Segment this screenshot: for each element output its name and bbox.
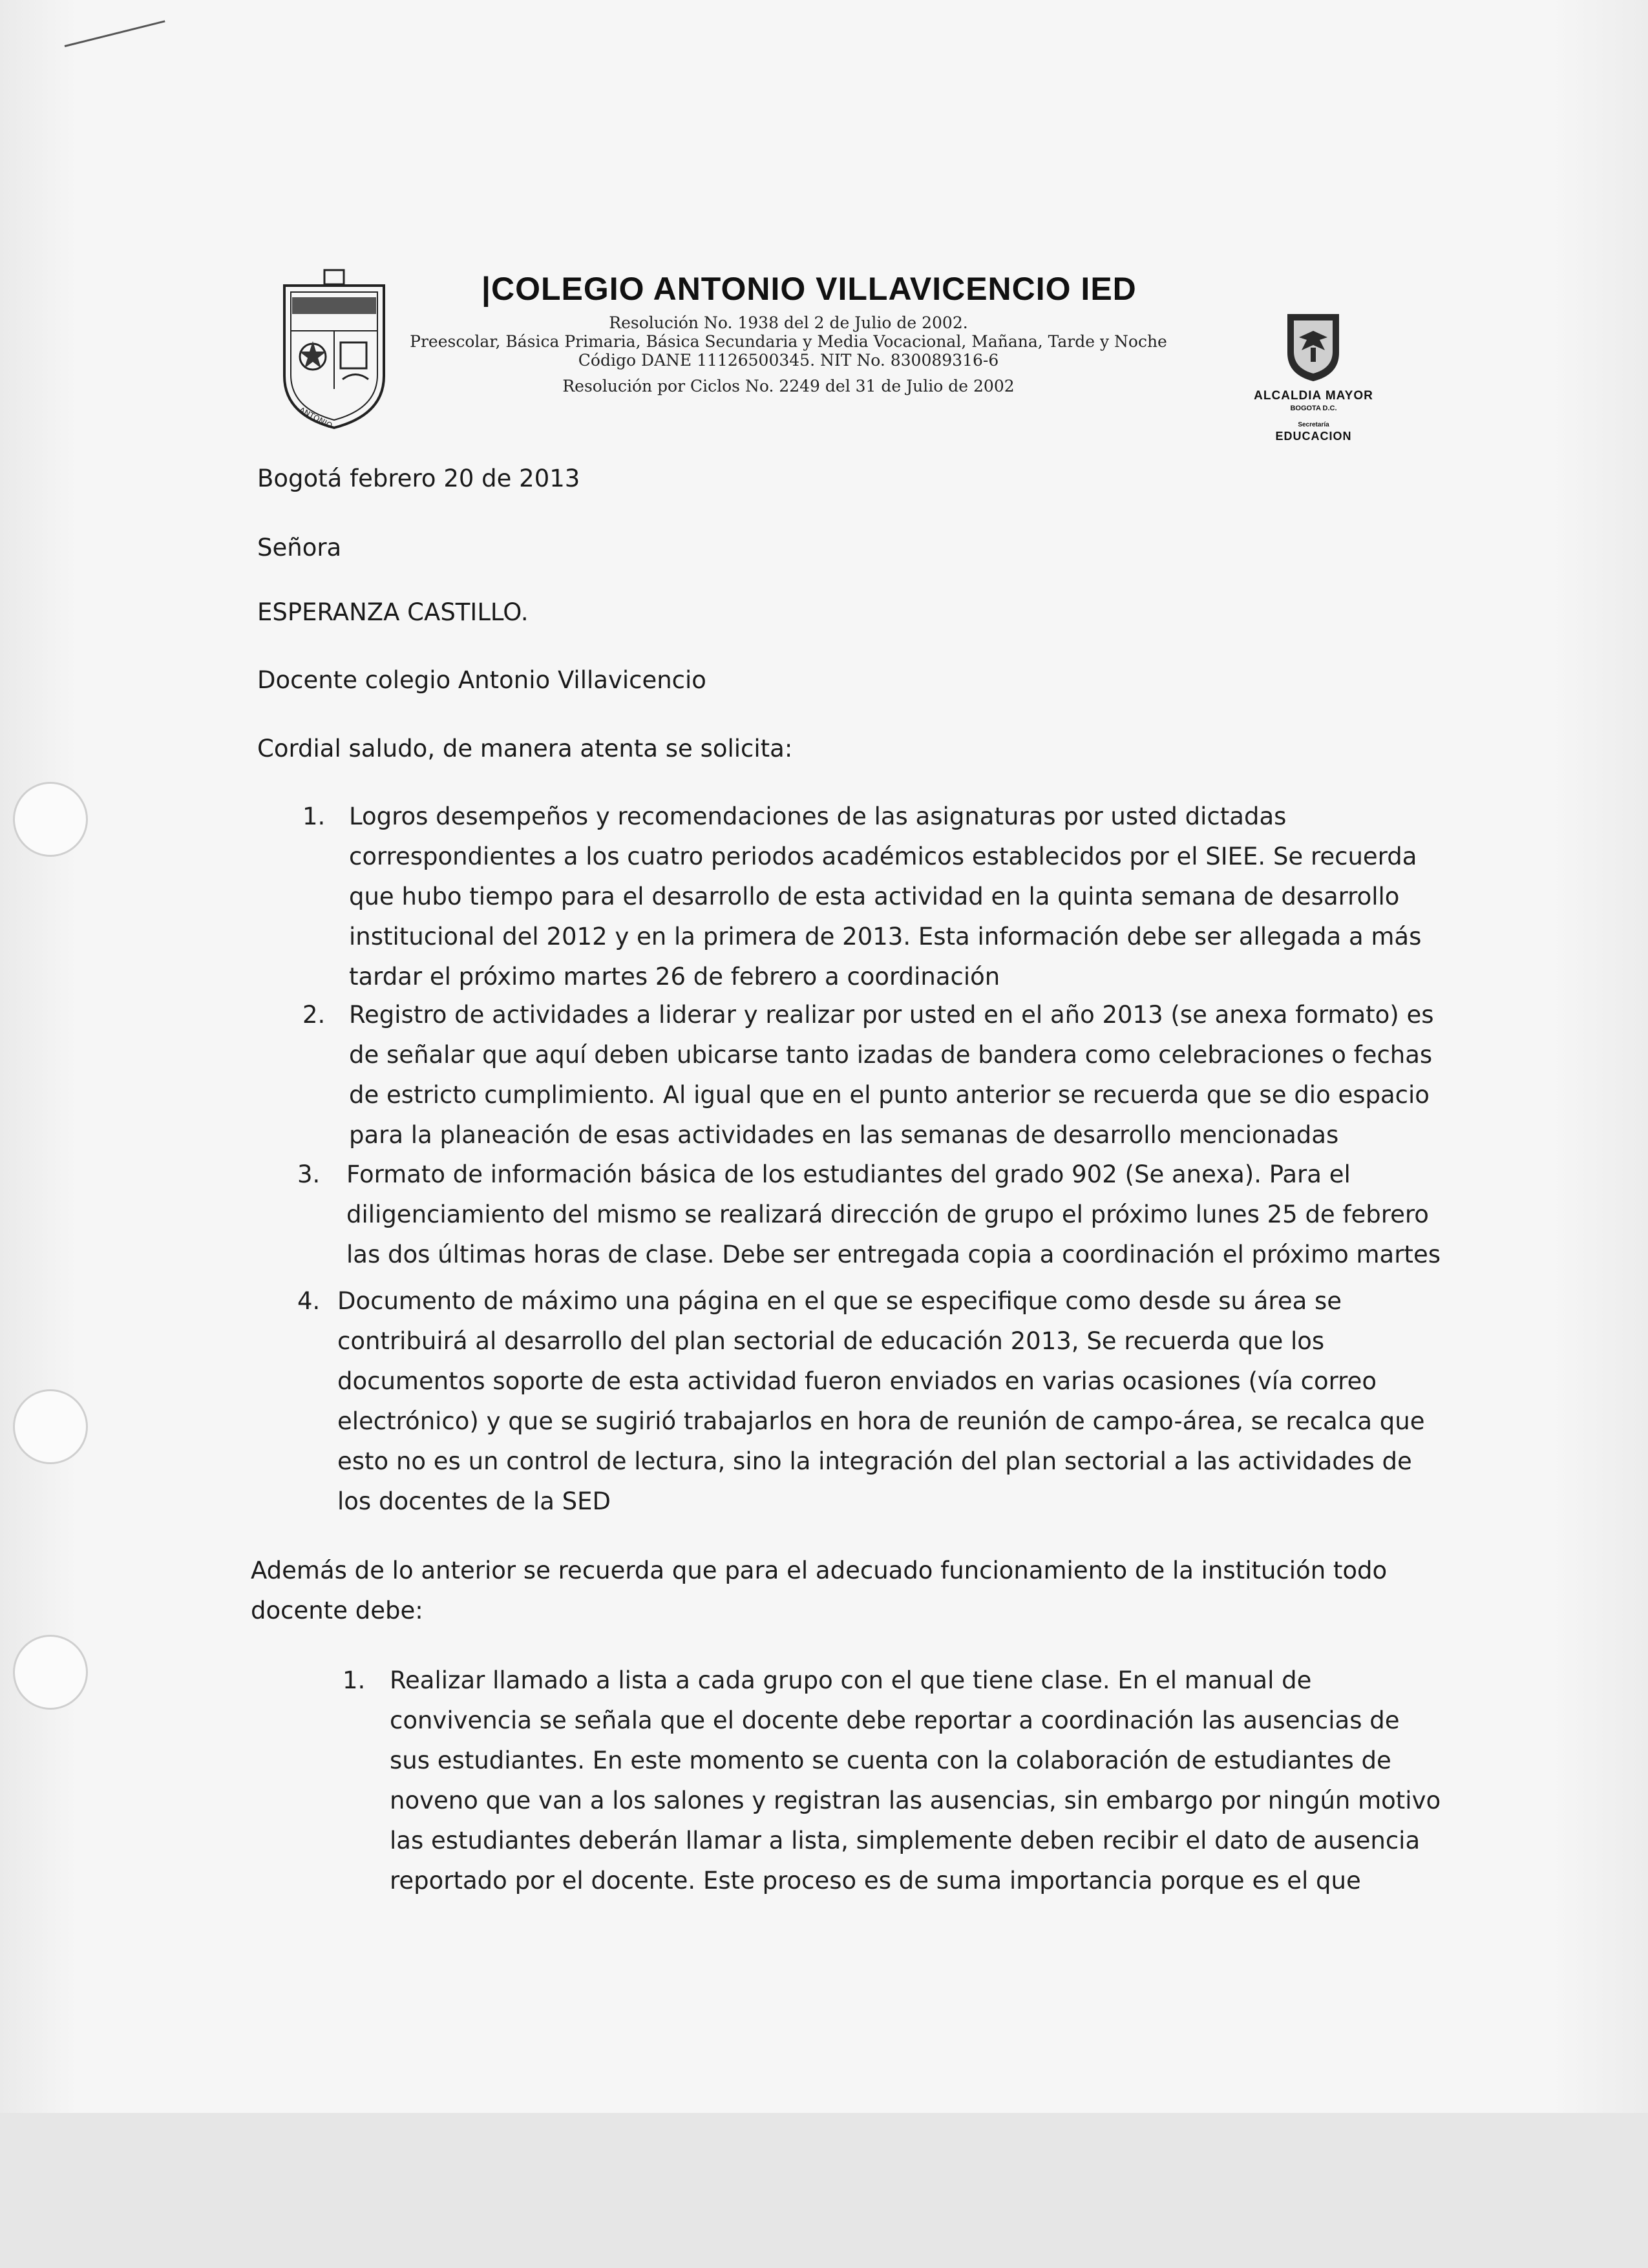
list-item-text	[390, 1661, 1441, 1901]
scan-bottom-band	[0, 2113, 1648, 2268]
text-line: Registro de actividades a liderar y realizar por usted en el año 2013 (se anexa formato) es	[349, 1001, 1434, 1029]
text-line: correspondientes a los cuatro periodos académicos establecidos por el SIEE. Se recuerda	[349, 843, 1417, 870]
text-line: Documento de máximo una página en el que se especifique como desde su área se	[337, 1287, 1342, 1315]
alcaldia-line-3: Secretaría	[1298, 421, 1329, 428]
list-item-text	[346, 1155, 1441, 1275]
text-line: docente debe:	[251, 1597, 423, 1624]
list-item-number: 4.	[297, 1287, 321, 1315]
bogota-coat-of-arms-icon	[1285, 311, 1342, 383]
cycles-resolution-line: Resolución por Ciclos No. 2249 del 31 de Julio de 2002	[562, 377, 1015, 395]
text-line: que hubo tiempo para el desarrollo de esta actividad en la quinta semana de desarrollo	[349, 883, 1400, 910]
school-name: |COLEGIO ANTONIO VILLAVICENCIO IED	[481, 271, 1137, 307]
list-item-number: 2.	[302, 1001, 326, 1029]
text-line: electrónico) y que se sugirió trabajarlos en hora de reunión de campo-área, se recalca que	[337, 1407, 1425, 1435]
text-line: de estricto cumplimiento. Al igual que en el punto anterior se recuerda que se dio espacio	[349, 1081, 1430, 1109]
text-line: reportado por el docente. Este proceso es de suma importancia porque es el que	[390, 1867, 1361, 1895]
recipient-role: Docente colegio Antonio Villavicencio	[257, 666, 706, 694]
dane-line: Código DANE 11126500345. NIT No. 830089316-6	[578, 351, 999, 370]
punch-hole	[13, 782, 88, 857]
list-item-number: 1.	[302, 803, 326, 830]
text-line: Formato de información básica de los estudiantes del grado 902 (Se anexa). Para el	[346, 1160, 1351, 1188]
svg-text:ANTONIO: ANTONIO	[297, 405, 334, 430]
list-item-number: 3.	[297, 1160, 321, 1188]
text-line: las estudiantes deberán llamar a lista, simplemente deben recibir el dato de ausencia	[390, 1827, 1421, 1854]
list-item-text	[349, 797, 1421, 997]
alcaldia-line-2: BOGOTA D.C.	[1290, 404, 1337, 412]
text-line: noveno que van a los salones y registran las ausencias, sin embargo por ningún motivo	[390, 1787, 1441, 1814]
text-line: de señalar que aquí deben ubicarse tanto izadas de bandera como celebraciones o fechas	[349, 1041, 1433, 1069]
list-item-text	[337, 1281, 1425, 1522]
text-line: convivencia se señala que el docente debe reportar a coordinación las ausencias de	[390, 1706, 1400, 1734]
text-line: contribuirá al desarrollo del plan sectorial de educación 2013, Se recuerda que los	[337, 1327, 1325, 1355]
text-line: institucional del 2012 y en la primera de 2013. Esta información debe ser allegada a más	[349, 923, 1422, 950]
recipient-name: ESPERANZA CASTILLO.	[257, 598, 529, 626]
text-line: los docentes de la SED	[337, 1487, 611, 1515]
greeting: Cordial saludo, de manera atenta se solicita:	[257, 735, 793, 762]
text-line: Logros desempeños y recomendaciones de las asignaturas por usted dictadas	[349, 803, 1287, 830]
text-line: documentos soporte de esta actividad fueron enviados en varias ocasiones (vía correo	[337, 1367, 1377, 1395]
additional-paragraph	[251, 1551, 1387, 1631]
list-item-text	[349, 995, 1434, 1155]
text-line: tardar el próximo martes 26 de febrero a coordinación	[349, 963, 1000, 991]
text-line: diligenciamiento del mismo se realizará dirección de grupo el próximo lunes 25 de febrero	[346, 1201, 1429, 1228]
levels-line: Preescolar, Básica Primaria, Básica Secundaria y Media Vocacional, Mañana, Tarde y Noche	[410, 332, 1167, 351]
salutation-title: Señora	[257, 534, 342, 562]
list-item-number: 1.	[343, 1666, 366, 1694]
alcaldia-line-4: EDUCACION	[1275, 430, 1352, 443]
punch-hole	[13, 1389, 88, 1464]
alcaldia-line-1: ALCALDIA MAYOR	[1254, 389, 1373, 403]
text-line: sus estudiantes. En este momento se cuenta con la colaboración de estudiantes de	[390, 1747, 1391, 1774]
text-line: Realizar llamado a lista a cada grupo con el que tiene clase. En el manual de	[390, 1666, 1312, 1694]
text-line: para la planeación de esas actividades en las semanas de desarrollo mencionadas	[349, 1121, 1339, 1149]
punch-hole	[13, 1635, 88, 1710]
alcaldia-seal	[1241, 389, 1386, 443]
letter-date: Bogotá febrero 20 de 2013	[257, 465, 580, 492]
text-line: las dos últimas horas de clase. Debe ser entregada copia a coordinación el próximo martes	[346, 1241, 1441, 1268]
text-line: Además de lo anterior se recuerda que para el adecuado funcionamiento de la institución todo	[251, 1557, 1388, 1584]
text-line: esto no es un control de lectura, sino la integración del plan sectorial a las actividades de	[337, 1447, 1412, 1475]
resolution-line: Resolución No. 1938 del 2 de Julio de 2002.	[609, 313, 968, 332]
